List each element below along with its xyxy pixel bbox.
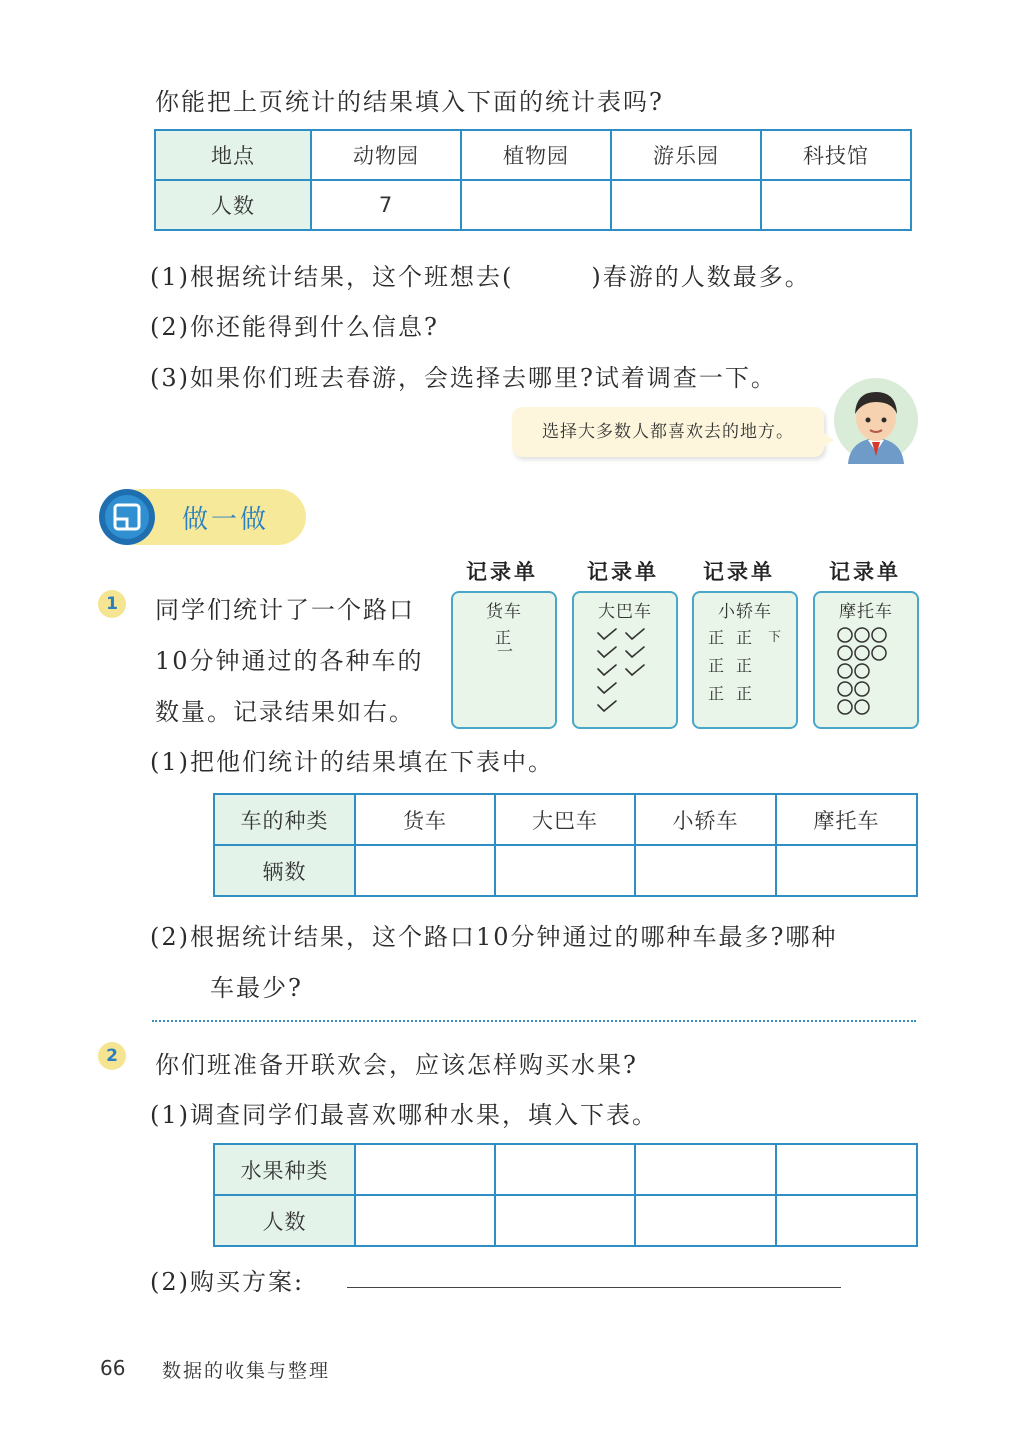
exercise-1-text-line: 同学们统计了一个路口: [155, 596, 415, 624]
table-row-header: 地点: [155, 130, 311, 180]
table-cell[interactable]: [611, 180, 761, 230]
section-title: 做一做: [182, 505, 270, 535]
tally-zheng: 正: [736, 684, 753, 703]
section-divider: [152, 1020, 916, 1022]
tally-zheng: 正: [736, 656, 753, 675]
table-row-header: 辆数: [214, 845, 355, 896]
fruit-survey-table: [213, 1143, 918, 1247]
record-card-title: 记录单: [703, 560, 775, 584]
exercise-1-sub-1: (1)把他们统计的结果填在下表中。: [150, 748, 554, 776]
table-cell[interactable]: [355, 1195, 495, 1246]
table-header-cell: 小轿车: [635, 794, 776, 845]
table-header-cell: 摩托车: [776, 794, 917, 845]
table-header-cell: 植物园: [461, 130, 611, 180]
record-card-label: 货车: [486, 602, 522, 622]
tally-zheng: 正: [736, 628, 753, 647]
exercise-1-sub-2-cont: 车最少?: [210, 974, 303, 1002]
exercise-2-sub-2: (2)购买方案:: [150, 1268, 305, 1296]
question-1: (1)根据统计结果，这个班想去( )春游的人数最多。: [150, 263, 811, 291]
table-header-cell: 科技馆: [761, 130, 911, 180]
answer-blank-line[interactable]: [347, 1287, 841, 1288]
exercise-1-sub-2: (2)根据统计结果，这个路口10分钟通过的哪种车最多?哪种: [150, 923, 838, 951]
table-header-cell: 货车: [355, 794, 495, 845]
tally-partial-xia: 下: [768, 630, 782, 645]
exercise-2-sub-1: (1)调查同学们最喜欢哪种水果，填入下表。: [150, 1101, 658, 1129]
record-card-label: 小轿车: [718, 602, 772, 622]
tally-zheng: 正: [708, 628, 725, 647]
table-cell[interactable]: [635, 1144, 776, 1195]
exercise-2-text: 你们班准备开联欢会，应该怎样购买水果?: [155, 1051, 638, 1079]
table-header-cell: 游乐园: [611, 130, 761, 180]
table-cell[interactable]: [635, 845, 776, 896]
table-cell[interactable]: 7: [311, 180, 461, 230]
table-cell[interactable]: [495, 1195, 635, 1246]
tally-circles: [837, 627, 897, 719]
table-header-cell: 大巴车: [495, 794, 635, 845]
section-badge-icon: [98, 488, 156, 546]
vehicle-stat-table: [213, 793, 918, 897]
table-row-header: 车的种类: [214, 794, 355, 845]
destination-stat-table: [154, 129, 912, 231]
exercise-1-text-line: 10分钟通过的各种车的: [155, 647, 424, 675]
table-cell[interactable]: [635, 1195, 776, 1246]
table-header-cell: 动物园: [311, 130, 461, 180]
record-card-car: [692, 591, 798, 729]
tally-partial-heng: 一: [497, 642, 514, 661]
record-card-label: 大巴车: [598, 602, 652, 622]
table-cell[interactable]: [495, 845, 635, 896]
question-2: (2)你还能得到什么信息?: [150, 313, 439, 341]
chapter-title: 数据的收集与整理: [162, 1360, 331, 1382]
table-row-header: 人数: [155, 180, 311, 230]
record-card-bus: [572, 591, 678, 729]
tally-zheng: 正: [495, 628, 512, 647]
record-card-title: 记录单: [587, 560, 659, 584]
record-card-title: 记录单: [829, 560, 901, 584]
speech-bubble: 选择大多数人都喜欢去的地方。: [512, 407, 824, 457]
record-card-motorcycle: [813, 591, 919, 729]
table-cell[interactable]: [776, 1195, 917, 1246]
table-cell[interactable]: [776, 845, 917, 896]
table-cell[interactable]: [495, 1144, 635, 1195]
page-number: 66: [100, 1356, 126, 1380]
exercise-1-badge: 1: [98, 590, 126, 618]
tally-zheng: 正: [708, 684, 725, 703]
table-cell[interactable]: [355, 845, 495, 896]
record-card-label: 摩托车: [839, 602, 893, 622]
exercise-2-badge: 2: [98, 1042, 126, 1070]
table-cell[interactable]: [776, 1144, 917, 1195]
tally-zheng: 正: [708, 656, 725, 675]
tally-checkmarks: [596, 627, 656, 717]
table-row-header: 水果种类: [214, 1144, 355, 1195]
record-card-title: 记录单: [466, 560, 538, 584]
table-cell[interactable]: [461, 180, 611, 230]
intro-question: 你能把上页统计的结果填入下面的统计表吗?: [155, 88, 664, 116]
exercise-1-text-line: 数量。记录结果如右。: [155, 698, 415, 726]
table-cell[interactable]: [355, 1144, 495, 1195]
boy-avatar: [830, 378, 922, 464]
question-3: (3)如果你们班去春游，会选择去哪里?试着调查一下。: [150, 364, 777, 392]
table-row-header: 人数: [214, 1195, 355, 1246]
record-card-truck: [451, 591, 557, 729]
table-cell[interactable]: [761, 180, 911, 230]
